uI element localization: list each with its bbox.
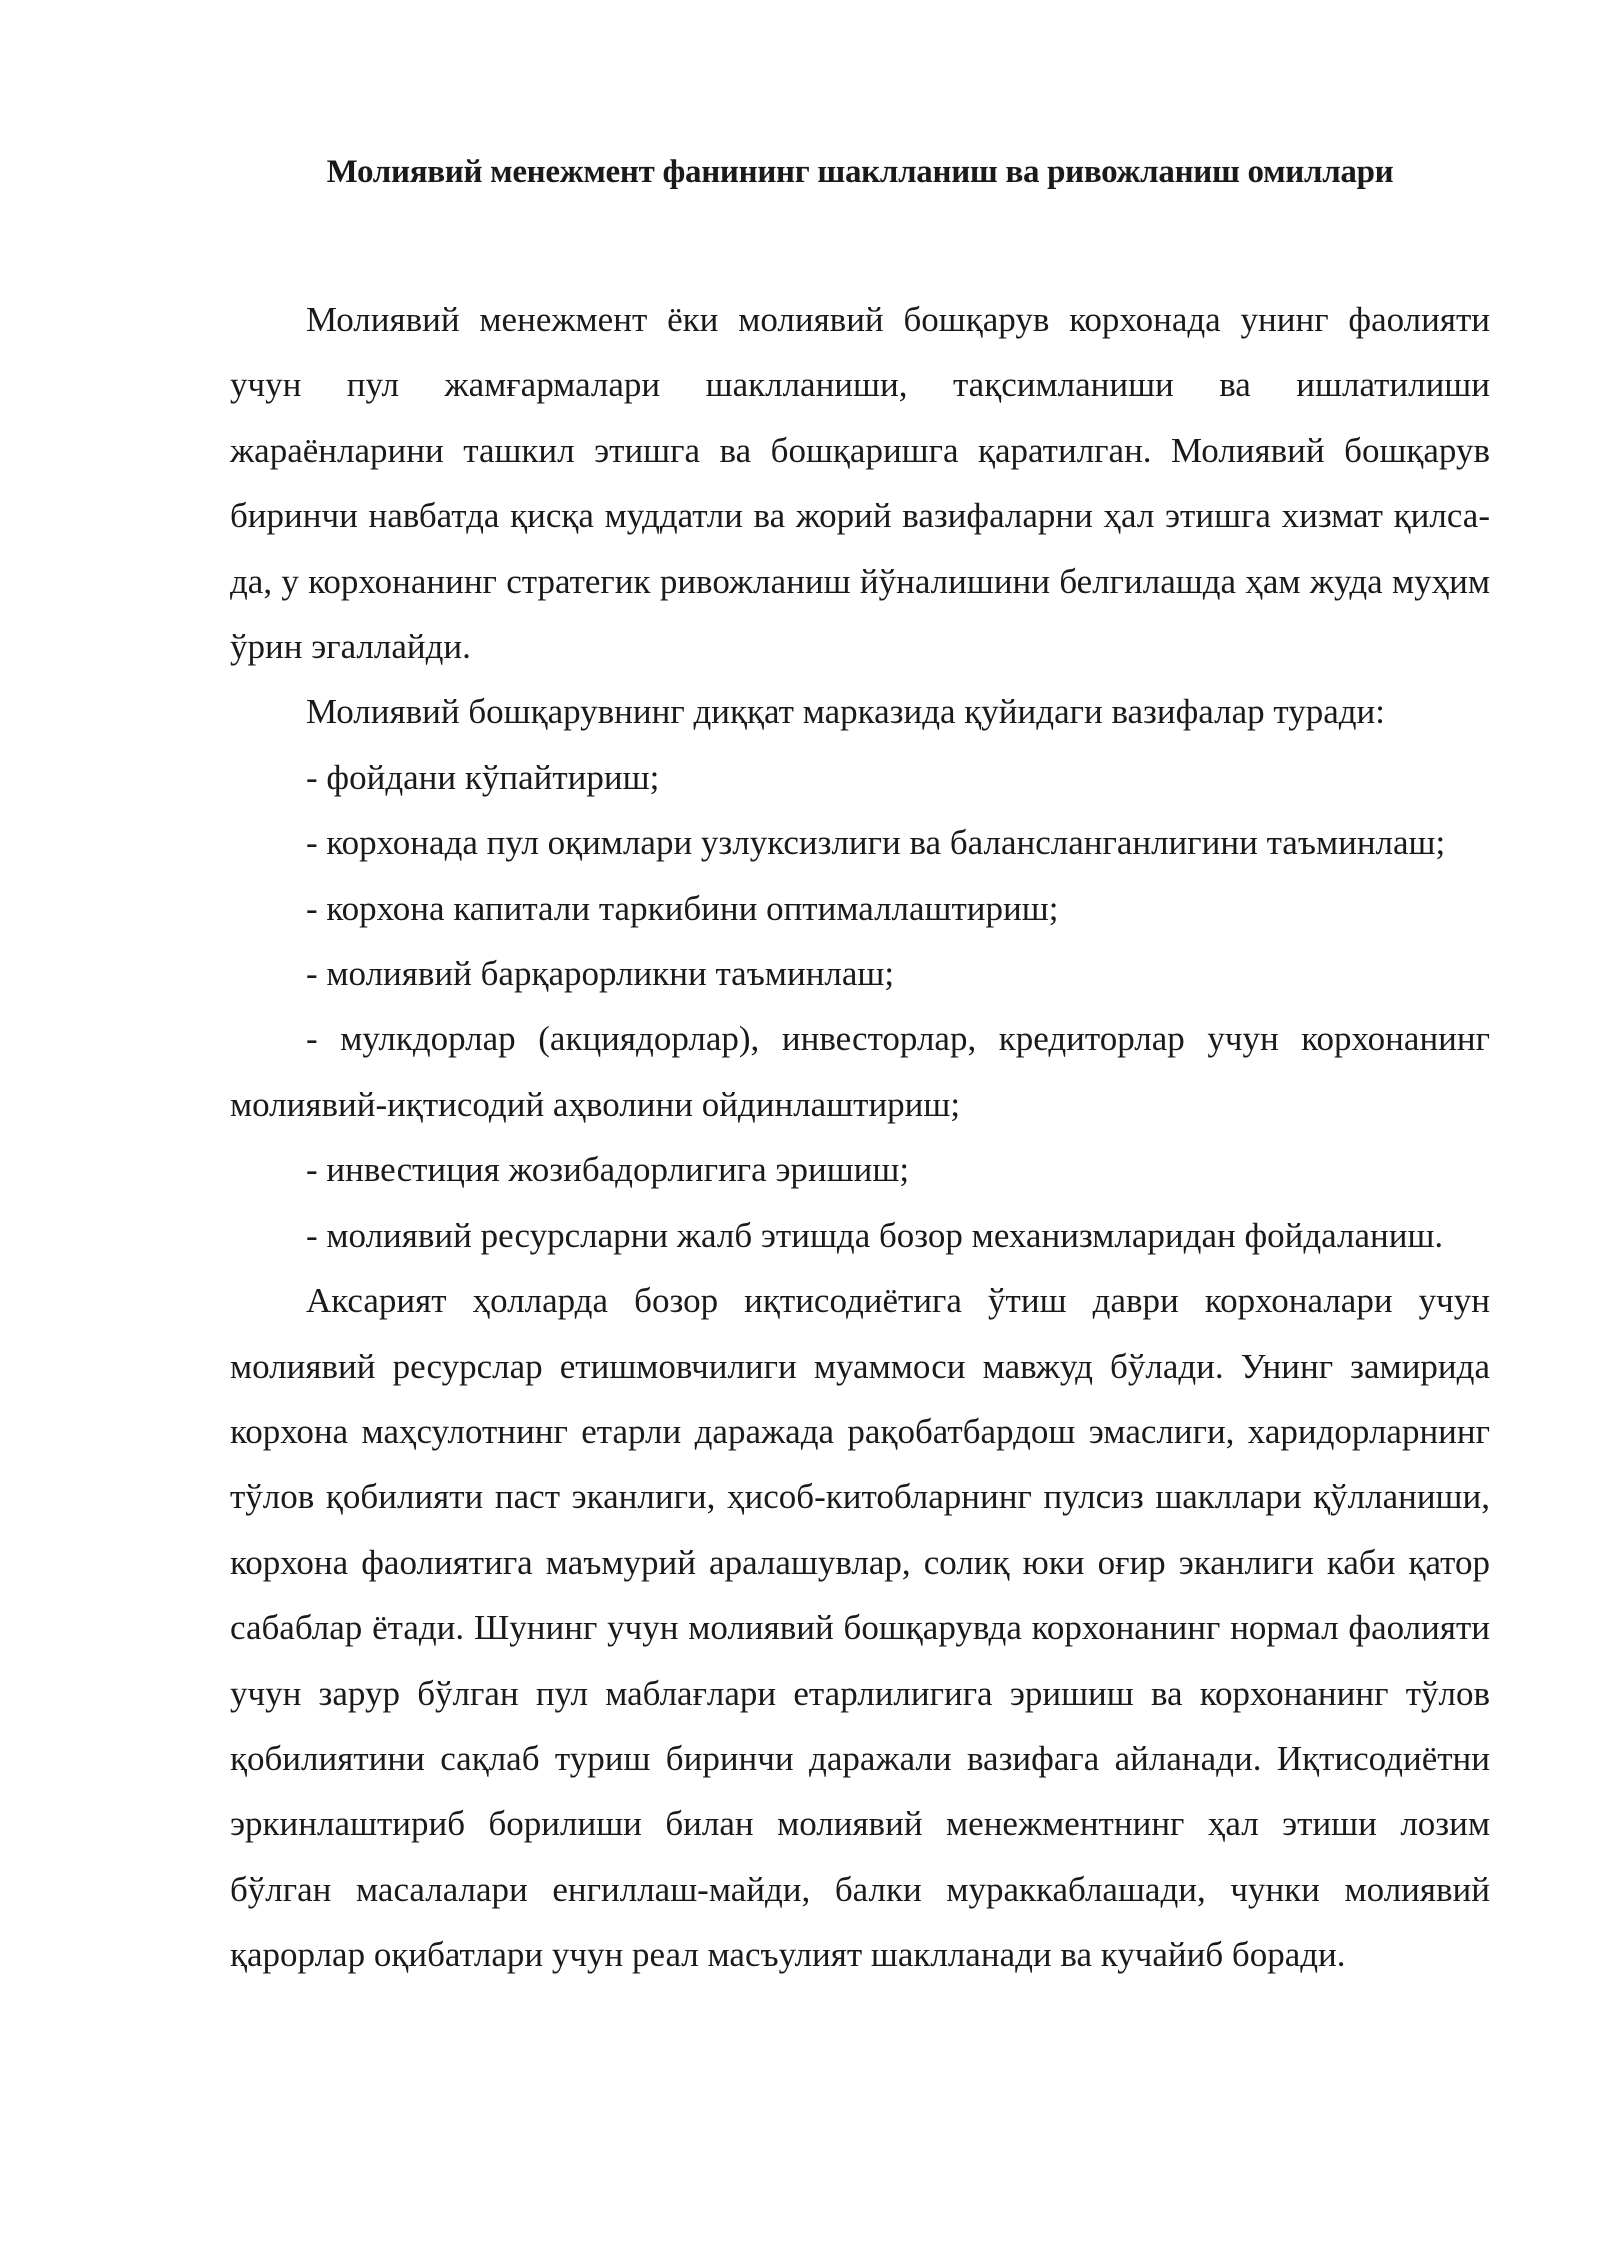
list-item: - молиявий барқарорликни таъминлаш; <box>306 954 895 994</box>
list-item: - молиявий ресурсларни жалб этишда бозор механизмларидан фойдаланиш. <box>306 1215 1444 1255</box>
paragraph-conclusion: Аксарият ҳолларда бозор иқтисодиётига ўтиш даври корхоналари учун молиявий ресурслар етишмовчилиги муаммоси мавжуд бўлади. Унинг замирида корхона маҳсулотнинг етарли даражада рақобатбардош эмаслиги, харидорларнинг тўлов қобилияти паст эканлиги, ҳисоб-китобларнинг пулсиз шакллари қўлланиши, корхона фаолиятига маъмурий аралашувлар, солиқ юки оғир эканлиги каби қатор сабаблар ётади. Шунинг учун молиявий бошқарувда корхонанинг нормал фаолияти учун зарур бўлган пул маблағлари етарлилигига эришиш ва корхонанинг тўлов қобилиятини сақлаб туриш биринчи даражали вазифага айланади. Иқтисодиётни эркинлаштириб борилиши билан молиявий менежментнинг ҳал этиши лозим бўлган масалалари енгиллаш-майди, балки мураккаблашади, чунки молиявий қарорлар оқибатлари учун реал масъулият шаклланади ва кучайиб боради. <box>230 1281 1490 1975</box>
document-title: Молиявий менежмент фанининг шаклланиш ва ривожланиш омиллари <box>326 154 1394 190</box>
list-item: - корхонада пул оқимлари узлуксизлиги ва балансланганлигини таъминлаш; <box>306 823 1446 863</box>
list-item: - фойдани кўпайтириш; <box>306 757 660 797</box>
list-item: - корхона капитали таркибини оптималлаштириш; <box>306 888 1059 928</box>
list-item: - мулкдорлар (акциядорлар), инвесторлар, кредиторлар учун корхонанинг молиявий-иқтисодий аҳволини ойдинлаштириш; <box>230 1019 1490 1124</box>
document-body <box>230 287 1490 1988</box>
list-item: - инвестиция жозибадорлигига эришиш; <box>306 1150 910 1190</box>
paragraph-intro: Молиявий менежмент ёки молиявий бошқарув корхонада унинг фаолияти учун пул жамғармалари шаклланиши, тақсимланиши ва ишлатилиши жараёнларини ташкил этишга ва бошқаришга қаратилган. Молиявий бошқарув биринчи навбатда қисқа муддатли ва жорий вазифаларни ҳал этишга хизмат қилса-да, у корхонанинг стратегик ривожланиш йўналишини белгилашда ҳам жуда муҳим ўрин эгаллайди. <box>230 300 1490 667</box>
paragraph-tasks-heading: Молиявий бошқарувнинг диққат марказида қуйидаги вазифалар туради: <box>306 692 1386 732</box>
